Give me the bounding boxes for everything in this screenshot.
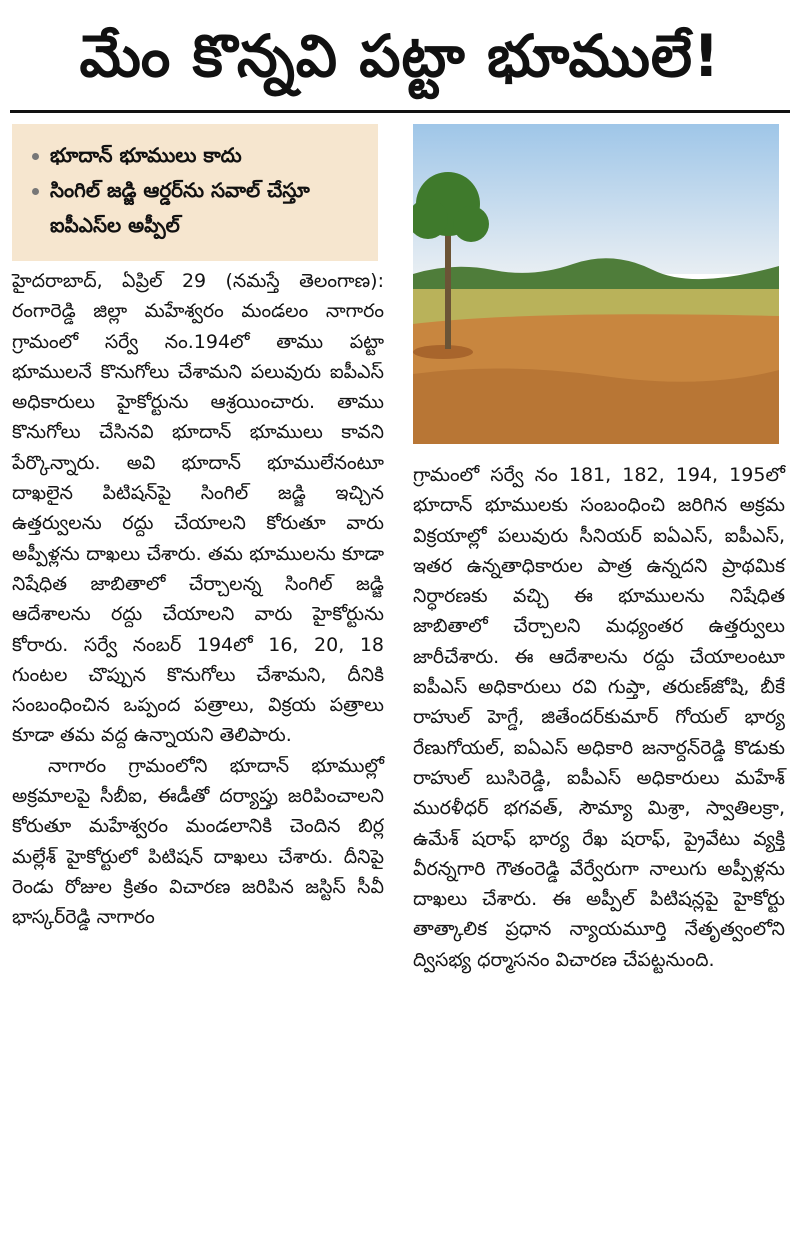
headline: మేం కొన్నవి పట్టా భూములే! (79, 22, 721, 90)
highlights-box (12, 124, 378, 261)
photo-soil-shadow (413, 368, 779, 444)
bullet-icon (32, 153, 39, 160)
article-paragraph: గ్రామంలో సర్వే నం 181, 182, 194, 195లో భూదాన్ భూములకు సంబంధించి జరిగిన అక్రమ విక్రయాల్లో పలువురు సీనియర్ ఐఏఎస్, ఐపీఎస్, ఇతర ఉన్నతాధికారుల పాత్ర ఉన్నదని ప్రాథమిక నిర్ధారణకు వచ్చి ఈ భూములను నిషేధిత జాబితాలో చేర్చాలని మధ్యంతర ఉత్తర్వులు జారీచేశారు. ఈ ఆదేశాలను రద్దు చేయాలంటూ ఐపీఎస్ అధికారులు రవి గుప్తా, తరుణ్‌జోషి, బీకే రాహుల్ హెగ్డే, జితేందర్‌కుమార్ గోయల్ భార్య రేణుగోయల్, ఐఏఎస్ అధికారి జనార్దన్‌రెడ్డి కొడుకు రాహుల్ బుసిరెడ్డి, ఐపీఎస్ అధికారులు మహేశ్ మురళీధర్ భగవత్, సౌమ్యా మిశ్రా, స్వాతిలక్రా, ఉమేశ్ షరాఫ్ భార్య రేఖ షరాఫ్, ప్రైవేటు వ్యక్తి వీరన్నగారి గౌతంరెడ్డి వేర్వేరుగా నాలుగు అప్పీళ్లను దాఖలు చేశారు. ఈ అప్పీల్ పిటిషన్లపై హైకోర్టు తాత్కాలిక ప్రధాన న్యాయమూర్తి నేతృత్వంలోని ద్విసభ్య ధర్మాసనం విచారణ చేపట్టనుంది. (413, 464, 785, 971)
article-right-column (413, 460, 785, 975)
highlights-list (28, 138, 364, 243)
land-photo (413, 124, 779, 444)
headline-rule (10, 110, 790, 113)
photo-tree-trunk (445, 224, 451, 349)
highlight-item (28, 173, 364, 243)
article-paragraph: నాగారం గ్రామంలోని భూదాన్ భూముల్లో అక్రమాలపై సీబీఐ, ఈడీతో దర్యాప్తు జరిపించాలని కోరుతూ మహేశ్వరం మండలానికి చెందిన బిర్ల మల్లేశ్ హైకోర్టులో పిటిషన్ దాఖలు చేశారు. దీనిపై రెండు రోజుల క్రితం విచారణ జరిపిన జస్టిస్ సీవీ భాస్కర్‌రెడ్డి నాగారం (12, 754, 384, 929)
highlight-text: సింగిల్ జడ్జి ఆర్డర్‌ను సవాల్ చేస్తూ ఐపీఎస్‌ల అప్పీల్ (50, 178, 310, 237)
photo-soil-mound (413, 345, 473, 359)
highlight-text: భూదాన్ భూములు కాదు (50, 143, 242, 167)
article-paragraph: హైదరాబాద్, ఏప్రిల్ 29 (నమస్తే తెలంగాణ): రంగారెడ్డి జిల్లా మహేశ్వరం మండలం నాగారం గ్రామంలో సర్వే నం.194లో తాము పట్టా భూములనే కొనుగోలు చేశామని పలువురు ఐపీఎస్ అధికారులు హైకోర్టును ఆశ్రయించారు. తాము కొనుగోలు చేసినవి భూదాన్ భూములు కావని పేర్కొన్నారు. అవి భూదాన్ భూములేనంటూ దాఖలైన పిటిషన్‌పై సింగిల్ జడ్జి ఇచ్చిన ఉత్తర్వులను రద్దు చేయాలని కోరుతూ వారు అప్పీళ్లను దాఖలు చేశారు. తమ భూములను కూడా నిషేధిత జాబితాలో చేర్చాలన్న సింగిల్ జడ్జి ఆదేశాలను రద్దు చేయాలని వారు హైకోర్టును కోరారు. సర్వే నంబర్ 194లో 16, 20, 18 గుంటల చొప్పున కొనుగోలు చేశామని, దీనికి సంబంధించిన ఒప్పంద పత్రాలు, విక్రయ పత్రాలు కూడా తమ వద్ద ఉన్నాయని తెలిపారు. (12, 270, 384, 747)
article-left-column (12, 266, 384, 933)
bullet-icon (32, 188, 39, 195)
photo-tree-foliage (453, 206, 489, 242)
highlight-item (28, 138, 364, 173)
